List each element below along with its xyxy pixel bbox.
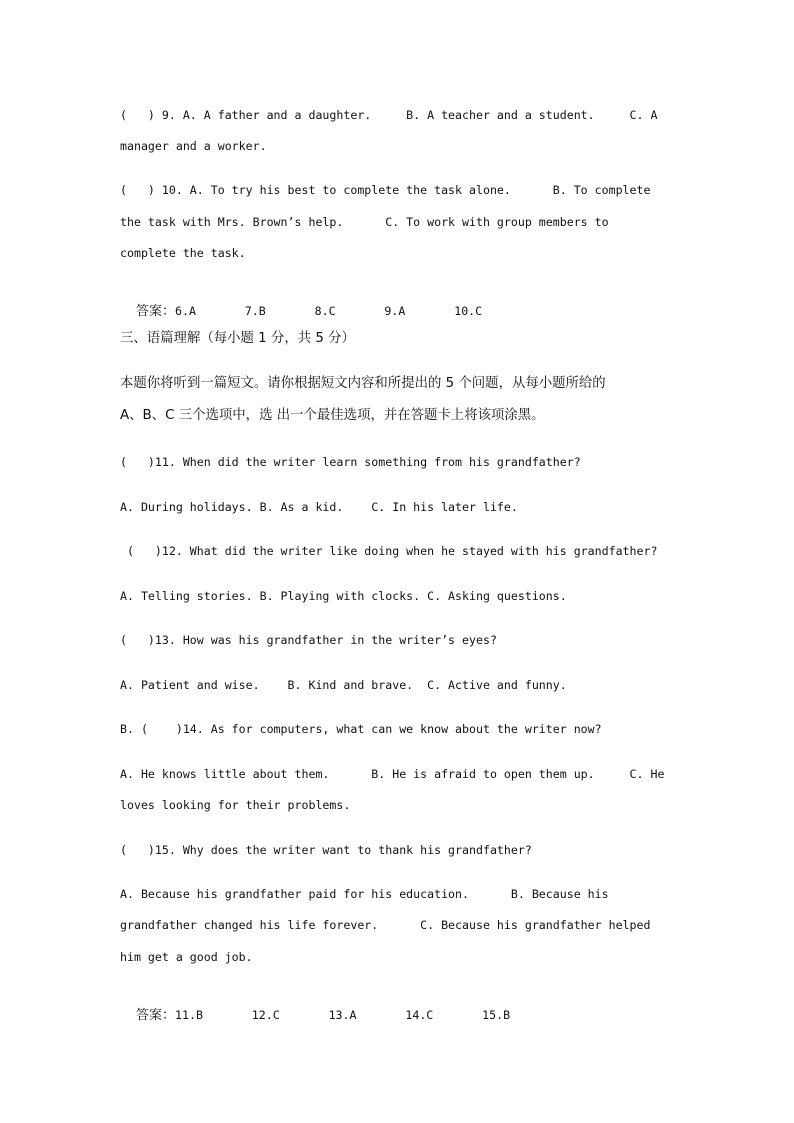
q13-options: A. Patient and wise. B. Kind and brave. C. Active and funny. <box>120 678 567 692</box>
q9-line-1: ( ) 9. A. A father and a daughter. B. A teacher and a student. C. A <box>120 108 658 122</box>
answer-row-2 <box>120 991 511 1023</box>
answer-label: 答案： <box>136 304 176 319</box>
q11-options: A. During holidays. B. As a kid. C. In his later life. <box>120 500 518 514</box>
q12-options: A. Telling stories. B. Playing with clocks. C. Asking questions. <box>120 589 567 603</box>
q15-options-2: grandfather changed his life forever. C. Because his grandfather helped <box>120 918 651 932</box>
q15-options-1: A. Because his grandfather paid for his education. B. Because his <box>120 887 609 901</box>
q14-options-1: A. He knows little about them. B. He is afraid to open them up. C. He <box>120 767 665 781</box>
section-instruction-1: 本题你将听到一篇短文。请你根据短文内容和所提出的 5 个问题，从每小题所给的 <box>120 376 606 391</box>
answer-row-1 <box>120 287 483 319</box>
section-instruction-2: A、B、C 三个选项中，选 出一个最佳选项，并在答题卡上将该项涂黑。 <box>120 408 545 423</box>
answer-values: 6.A 7.B 8.C 9.A 10.C <box>175 304 483 318</box>
answer-label: 答案： <box>136 1008 176 1023</box>
q10-line-2: the task with Mrs. Brown’s help. C. To work with group members to <box>120 215 609 229</box>
answer-values: 11.B 12.C 13.A 14.C 15.B <box>175 1008 511 1022</box>
q10-line-1: ( ) 10. A. To try his best to complete the task alone. B. To complete <box>120 183 651 197</box>
q12-question: ( )12. What did the writer like doing when he stayed with his grandfather? <box>120 544 658 558</box>
q9-line-2: manager and a worker. <box>120 139 267 153</box>
q11-question: ( )11. When did the writer learn something from his grandfather? <box>120 455 581 469</box>
q15-options-3: him get a good job. <box>120 950 253 964</box>
q14-question: B. ( )14. As for computers, what can we know about the writer now? <box>120 722 602 736</box>
q13-question: ( )13. How was his grandfather in the writer’s eyes? <box>120 633 497 647</box>
q14-options-2: loves looking for their problems. <box>120 798 351 812</box>
section-title: 三、语篇理解（每小题 1 分，共 5 分） <box>120 331 355 346</box>
q10-line-3: complete the task. <box>120 246 246 260</box>
q15-question: ( )15. Why does the writer want to thank his grandfather? <box>120 843 532 857</box>
